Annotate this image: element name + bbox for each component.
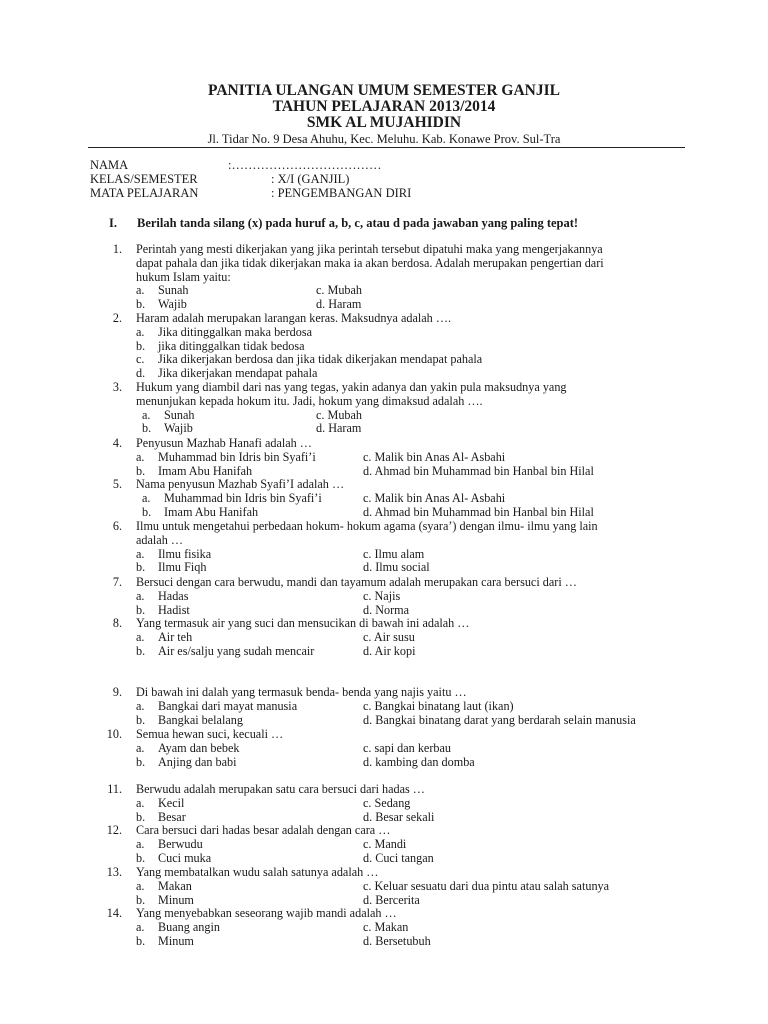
question-number: 6. [112, 519, 122, 533]
option-letter: a. [136, 878, 145, 893]
option-b: Wajib [164, 421, 193, 436]
option-letter: a. [136, 698, 145, 713]
question-number: 11. [107, 782, 122, 796]
option-letter: b. [136, 754, 146, 769]
identity-value: :……………………………… [228, 158, 382, 172]
option-a: Muhammad bin Idris bin Syafi’i [164, 490, 322, 505]
option-b: Imam Abu Hanifah [164, 504, 259, 519]
option-a: Sunah [158, 283, 189, 298]
question-text-continued: hukum Islam yaitu: [136, 269, 231, 284]
option-c: c. Malik bin Anas Al- Asbahi [363, 449, 506, 464]
option-b: Besar [158, 809, 186, 824]
question-text: Haram adalah merupakan larangan keras. Maksudnya adalah …. [136, 311, 452, 325]
option-b: Minum [158, 933, 194, 948]
question-number: 5. [112, 477, 122, 491]
question-number: 14. [106, 906, 122, 920]
option-c: c. sapi dan kerbau [363, 740, 451, 755]
option-letter: b. [142, 504, 152, 519]
option-b: Ilmu Fiqh [158, 560, 207, 575]
question-number: 4. [112, 436, 122, 450]
option-d: d. Haram [316, 421, 362, 436]
option-letter: a. [136, 629, 145, 644]
option-c: c. Ilmu alam [363, 546, 425, 561]
option-a: Air teh [158, 629, 193, 644]
option-b: Cuci muka [158, 850, 212, 865]
option-c: c. Sedang [363, 795, 411, 810]
option-letter: b. [142, 421, 152, 436]
option-d: d. Cuci tangan [363, 850, 434, 865]
school-address: Jl. Tidar No. 9 Desa Ahuhu, Kec. Meluhu. Kab. Konawe Prov. Sul-Tra [207, 132, 561, 146]
academic-year-title: TAHUN PELAJARAN 2013/2014 [272, 98, 496, 115]
option-letter: b. [136, 602, 146, 617]
question-number: 1. [112, 242, 122, 256]
option-d: d. Air kopi [363, 643, 416, 658]
option-c: c. Mubah [316, 283, 363, 298]
option-d: d. Bercerita [363, 892, 420, 907]
question-text-continued: dapat pahala dan jika tidak dikerjakan maka ia akan berdosa. Adalah merupakan pengertian dari [136, 255, 604, 270]
option-a: Jika ditinggalkan maka berdosa [158, 324, 312, 339]
option-letter: a. [136, 919, 145, 934]
option-letter: a. [136, 740, 145, 755]
option-letter: a. [142, 490, 151, 505]
option-d: d. Norma [363, 602, 410, 617]
question-number: 3. [112, 380, 122, 394]
question-text: Yang membatalkan wudu salah satunya adalah … [136, 865, 379, 879]
option-c: c. Mubah [316, 407, 363, 422]
option-c: c. Malik bin Anas Al- Asbahi [363, 490, 506, 505]
option-d: d. kambing dan domba [363, 754, 475, 769]
option-d: d. Besar sekali [363, 809, 435, 824]
option-letter: b. [136, 463, 146, 478]
option-letter: b. [136, 850, 146, 865]
option-letter: b. [136, 297, 146, 312]
option-letter: a. [142, 407, 151, 422]
option-a: Sunah [164, 407, 195, 422]
option-letter: a. [136, 324, 145, 339]
option-b: Anjing dan babi [158, 754, 237, 769]
question-text-continued: adalah … [136, 532, 184, 547]
option-a: Buang angin [158, 919, 220, 934]
option-letter: c. [136, 352, 145, 367]
option-c: c. Makan [363, 919, 409, 934]
option-a: Makan [158, 878, 192, 893]
question-text: Bersuci dengan cara berwudu, mandi dan tayamum adalah merupakan cara bersuci dari … [136, 575, 577, 589]
question-number: 13. [106, 865, 122, 879]
question-text: Ilmu untuk mengetahui perbedaan hokum- hokum agama (syara’) dengan ilmu- ilmu yang lain [136, 519, 598, 533]
option-d: Jika dikerjakan mendapat pahala [158, 366, 318, 381]
option-letter: a. [136, 795, 145, 810]
option-a: Bangkai dari mayat manusia [158, 698, 298, 713]
question-number: 9. [112, 685, 122, 699]
question-number: 2. [112, 311, 122, 325]
question-text-continued: menunjukan kepada hokum itu. Jadi, hokum yang dimaksud adalah …. [136, 393, 483, 408]
option-b: Hadist [158, 602, 190, 617]
question-text: Cara bersuci dari hadas besar adalah dengan cara … [136, 823, 391, 837]
option-c: c. Najis [363, 588, 401, 603]
option-letter: b. [136, 560, 146, 575]
section-number: I. [109, 216, 117, 230]
identity-value: : PENGEMBANGAN DIRI [271, 186, 412, 200]
option-a: Hadas [158, 588, 189, 603]
option-a: Muhammad bin Idris bin Syafi’i [158, 449, 316, 464]
option-c: c. Mandi [363, 836, 407, 851]
option-letter: b. [136, 809, 146, 824]
option-letter: b. [136, 712, 146, 727]
option-b: jika ditinggalkan tidak bedosa [158, 338, 305, 353]
identity-label: MATA PELAJARAN [90, 186, 199, 200]
question-text: Yang menyebabkan seseorang wajib mandi adalah … [136, 906, 397, 920]
option-a: Kecil [158, 795, 185, 810]
question-text: Berwudu adalah merupakan satu cara bersuci dari hadas … [136, 782, 425, 796]
option-a: Berwudu [158, 836, 203, 851]
option-letter: a. [136, 836, 145, 851]
option-d: d. Ilmu social [363, 560, 430, 575]
option-c: c. Keluar sesuatu dari dua pintu atau salah satunya [363, 878, 610, 893]
option-letter: b. [136, 643, 146, 658]
option-d: d. Haram [316, 297, 362, 312]
committee-title: PANITIA ULANGAN UMUM SEMESTER GANJIL [208, 82, 560, 99]
option-letter: a. [136, 283, 145, 298]
section-instruction: Berilah tanda silang (x) pada huruf a, b, c, atau d pada jawaban yang paling tepat! [137, 216, 579, 230]
option-a: Ilmu fisika [158, 546, 212, 561]
option-b: Wajib [158, 297, 187, 312]
option-c: c. Air susu [363, 629, 415, 644]
option-b: Imam Abu Hanifah [158, 463, 253, 478]
question-text: Hukum yang diambil dari nas yang tegas, yakin adanya dan yakin pula maksudnya yang [136, 380, 567, 394]
identity-label: NAMA [90, 158, 129, 172]
option-letter: d. [136, 366, 146, 381]
option-letter: b. [136, 338, 146, 353]
question-number: 10. [106, 727, 122, 741]
question-text: Yang termasuk air yang suci dan mensucikan di bawah ini adalah … [136, 616, 470, 630]
question-number: 12. [106, 823, 122, 837]
question-number: 7. [112, 575, 122, 589]
option-letter: a. [136, 588, 145, 603]
school-name: SMK AL MUJAHIDIN [306, 114, 462, 131]
option-letter: b. [136, 892, 146, 907]
question-text: Di bawah ini dalah yang termasuk benda- benda yang najis yaitu … [136, 685, 467, 699]
option-d: d. Bersetubuh [363, 933, 431, 948]
option-a: Ayam dan bebek [158, 740, 240, 755]
option-c: Jika dikerjakan berdosa dan jika tidak dikerjakan mendapat pahala [158, 352, 483, 367]
option-b: Minum [158, 892, 194, 907]
question-text: Nama penyusun Mazhab Syafi’I adalah … [136, 477, 345, 491]
question-text: Semua hewan suci, kecuali … [136, 727, 284, 741]
option-letter: b. [136, 933, 146, 948]
option-c: c. Bangkai binatang laut (ikan) [363, 698, 514, 713]
question-text: Penyusun Mazhab Hanafi adalah … [136, 436, 312, 450]
option-letter: a. [136, 449, 145, 464]
question-number: 8. [112, 616, 122, 630]
question-text: Perintah yang mesti dikerjakan yang jika perintah tersebut dipatuhi maka yang mengerjakannya [136, 242, 603, 256]
option-b: Bangkai belalang [158, 712, 243, 727]
option-d: d. Bangkai binatang darat yang berdarah selain manusia [363, 712, 636, 727]
option-d: d. Ahmad bin Muhammad bin Hanbal bin Hilal [363, 504, 594, 519]
identity-label: KELAS/SEMESTER [90, 172, 198, 186]
option-b: Air es/salju yang sudah mencair [158, 643, 315, 658]
option-d: d. Ahmad bin Muhammad bin Hanbal bin Hilal [363, 463, 594, 478]
identity-value: : X/I (GANJIL) [271, 172, 350, 186]
option-letter: a. [136, 546, 145, 561]
